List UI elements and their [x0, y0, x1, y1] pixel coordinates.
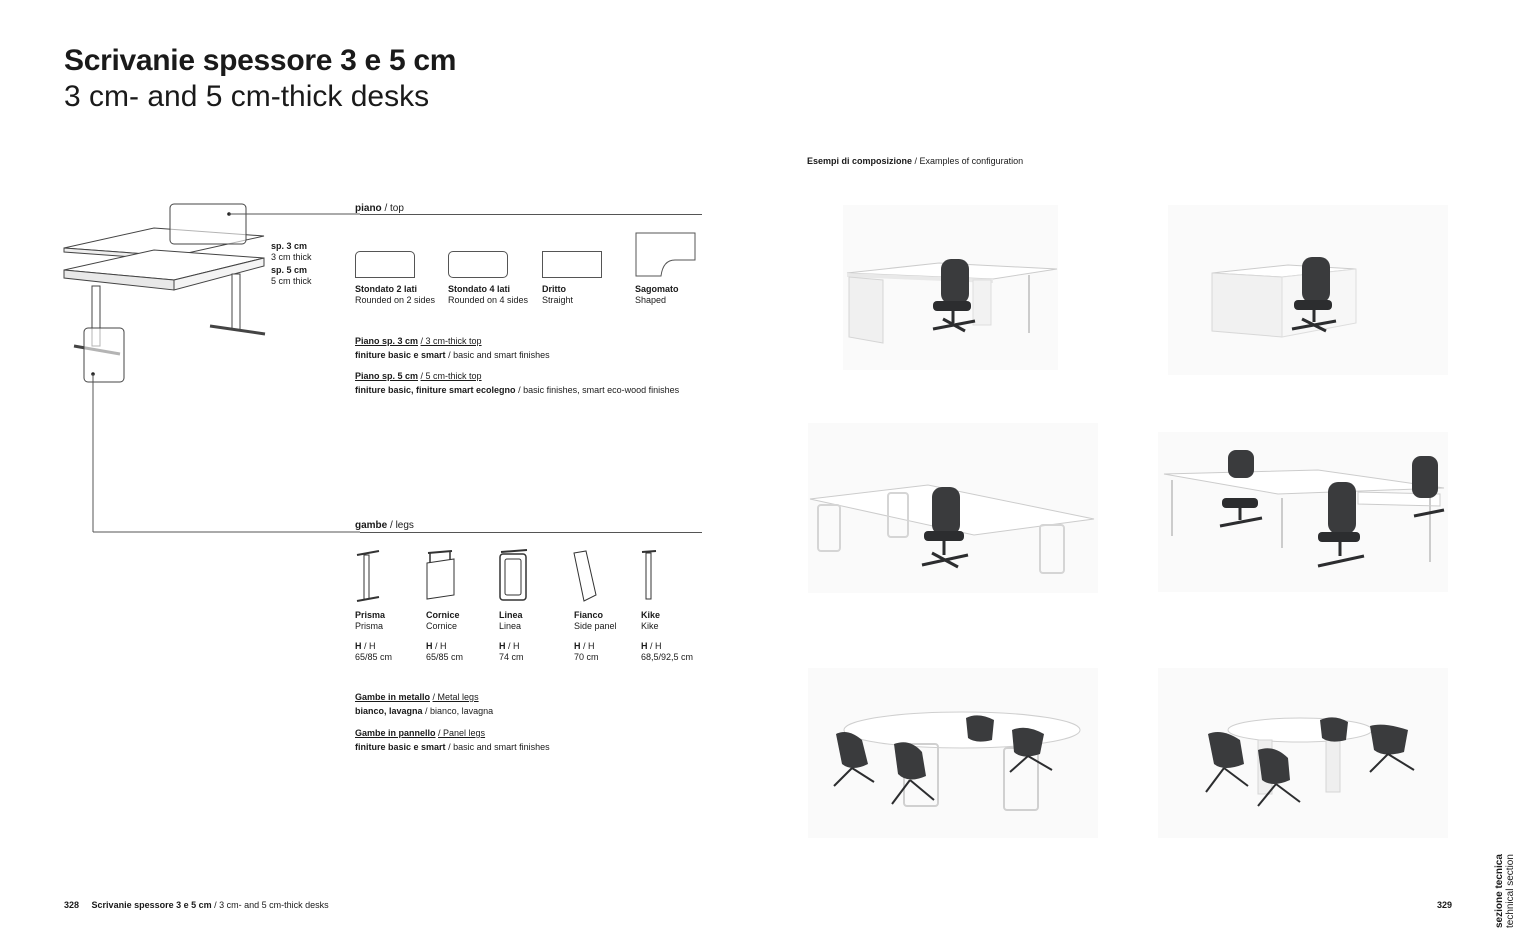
section-label-vertical: sezione tecnica technical section [1494, 854, 1516, 928]
example-photo-1 [843, 205, 1058, 370]
top-shape-straight [542, 251, 602, 278]
leg-fianco-icon [572, 549, 600, 605]
top-shape-rounded-2 [355, 251, 415, 278]
gambe-note-panel: Gambe in pannello / Panel legs finiture basic e smart / basic and smart finishes [355, 728, 550, 752]
page-number-right: 329 [1437, 900, 1453, 910]
desk-exploded-diagram [60, 198, 360, 538]
leg-caption-fianco: Fianco Side panel H / H 70 cm [574, 610, 617, 662]
page-number-left: 328 [64, 900, 80, 910]
example-photo-6 [1158, 668, 1448, 838]
example-photo-5 [808, 668, 1098, 838]
piano-heading: piano / top [355, 203, 404, 214]
shape-caption-1: Stondato 2 lati Rounded on 2 sides [355, 284, 436, 305]
piano-note-5cm: Piano sp. 5 cm / 5 cm-thick top finiture basic, finiture smart ecolegno / basic finishes, smart eco-wood finishes [355, 371, 680, 395]
page-subtitle: 3 cm- and 5 cm-thick desks [64, 80, 430, 113]
leg-cornice-icon [424, 549, 458, 605]
gambe-note-metal: Gambe in metallo / Metal legs bianco, lavagna / bianco, lavagna [355, 692, 494, 716]
example-photo-4 [1158, 432, 1448, 592]
example-photo-2 [1168, 205, 1448, 375]
shape-caption-3: Dritto Straight [542, 284, 574, 305]
top-shape-shaped [635, 232, 697, 278]
top-shape-rounded-4 [448, 251, 508, 278]
piano-note-3cm: Piano sp. 3 cm / 3 cm-thick top finiture basic e smart / basic and smart finishes [355, 336, 550, 360]
example-photo-3 [808, 423, 1098, 593]
leg-caption-linea: Linea Linea H / H 74 cm [499, 610, 524, 662]
examples-heading: Esempi di composizione / Examples of configuration [807, 156, 1024, 166]
shape-caption-4: Sagomato Shaped [635, 284, 679, 305]
gambe-rule [360, 532, 702, 533]
leg-linea-icon [497, 549, 531, 605]
leg-prisma-icon [355, 549, 385, 605]
thickness-3cm: sp. 3 cm 3 cm thick [271, 241, 312, 262]
piano-rule [360, 214, 702, 215]
page-title: Scrivanie spessore 3 e 5 cm [64, 44, 457, 77]
gambe-heading: gambe / legs [355, 520, 414, 531]
thickness-5cm: sp. 5 cm 5 cm thick [271, 265, 312, 286]
leg-caption-kike: Kike Kike H / H 68,5/92,5 cm [641, 610, 694, 662]
shape-caption-2: Stondato 4 lati Rounded on 4 sides [448, 284, 529, 305]
footer-left: 328 Scrivanie spessore 3 e 5 cm / 3 cm- and 5 cm-thick desks [64, 900, 329, 910]
leg-caption-cornice: Cornice Cornice H / H 65/85 cm [426, 610, 464, 662]
leg-kike-icon [640, 549, 658, 605]
leg-caption-prisma: Prisma Prisma H / H 65/85 cm [355, 610, 393, 662]
